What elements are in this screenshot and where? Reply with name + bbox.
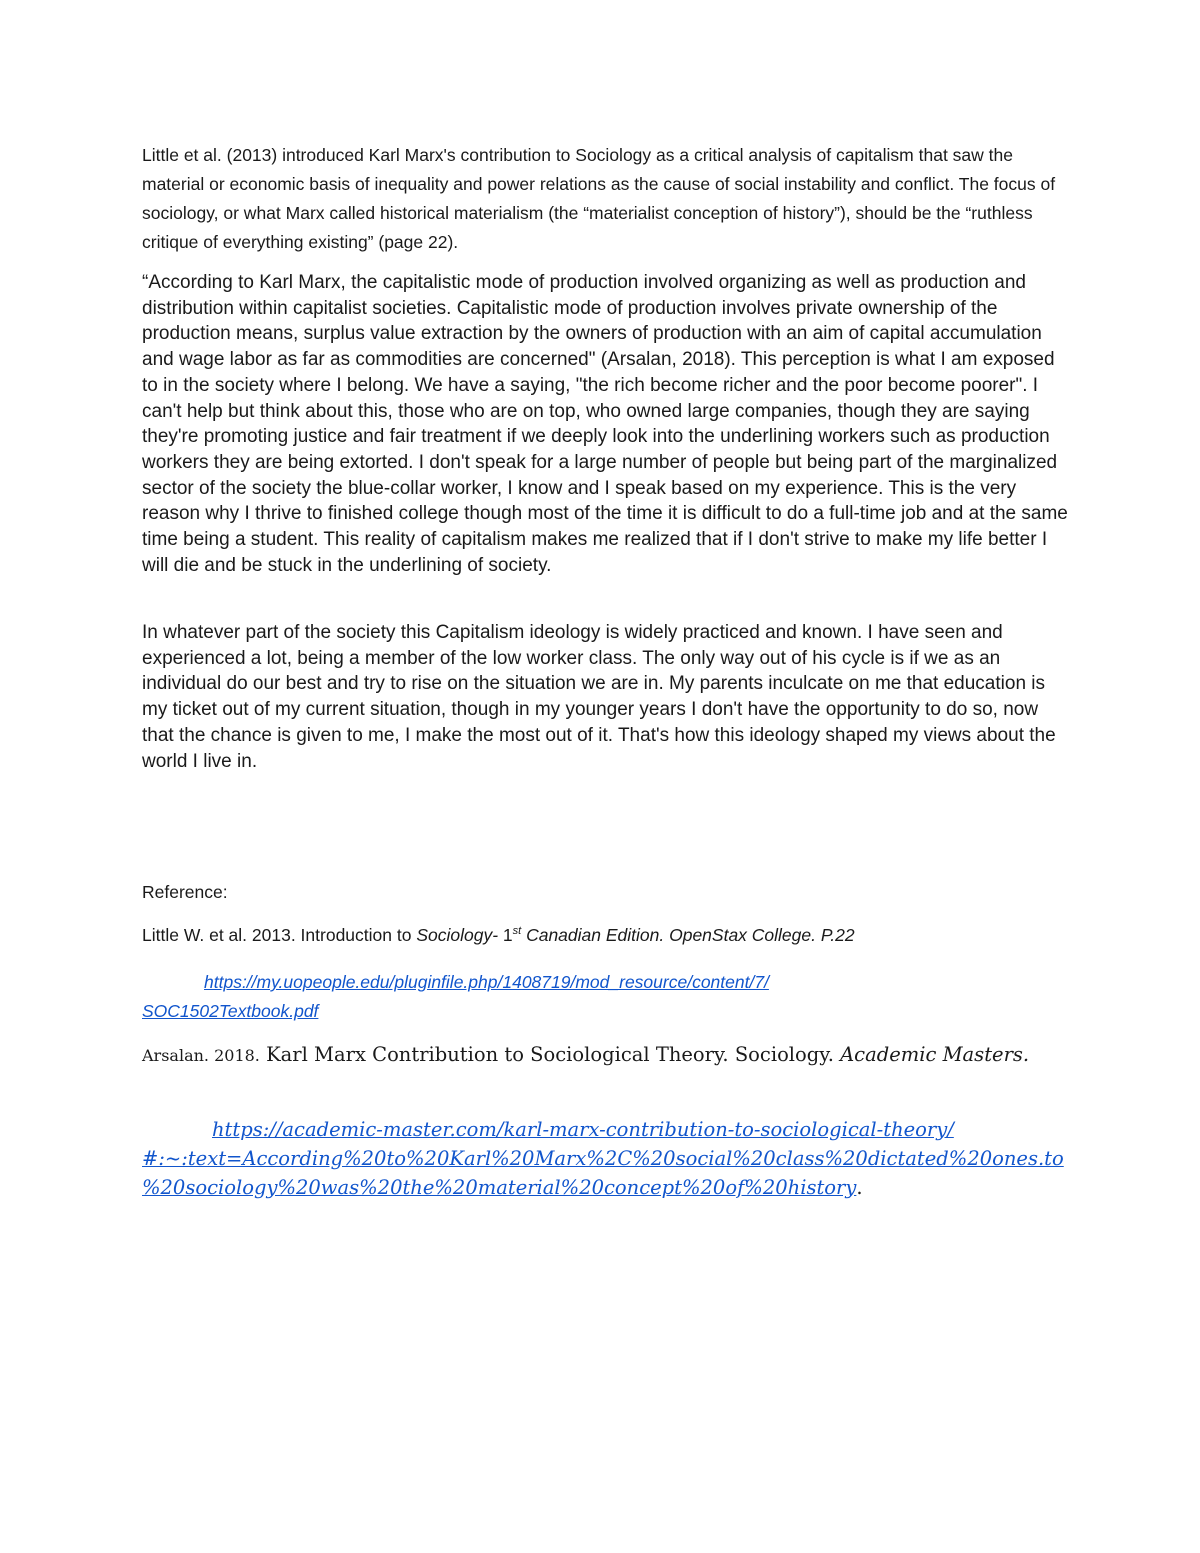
reference-heading: Reference:: [142, 882, 228, 902]
reference-arsalan-end: .: [1022, 1043, 1030, 1066]
paragraph-intro: Little et al. (2013) introduced Karl Marx's contribution to Sociology as a critical analysis of capitalism that saw the material or economic basis of inequality and power relations as the cause of social instability and conflict. The focus of sociology, or what Marx called historical materialism (the “materialist conception of history”), should be the “ruthless critique of everything existing” (page 22).: [142, 145, 1056, 252]
reference-arsalan-author: Arsalan. 2018.: [142, 1046, 260, 1065]
reference-little-title: Sociology-: [416, 925, 499, 945]
reference-little-publisher: Canadian Edition. OpenStax College. P.22: [521, 925, 855, 945]
paragraph-quote: “According to Karl Marx, the capitalistic mode of production involved organizing as well as production and distribution within capitalist societies. Capitalistic mode of production involves private ownership of the production means, surplus value extraction by the owners of production with an aim of capital accumulation and wage labor as far as commodities are concerned" (Arsalan, 2018). This perception is what I am exposed to in the society where I belong. We have a saying, "the rich become richer and the poor become poorer". I can't help but think about this, those who are on top, who owned large companies, though they are saying they're promoting justice and fair treatment if we deeply look into the underlining workers such as production workers they are being extorted. I don't speak for a large number of people but being part of the marginalized sector of the society the blue-collar worker, I know and I speak based on my experience. This is the very reason why I thrive to finished college though most of the time it is difficult to do a full-time job and at the same time being a student. This reality of capitalism makes me realized that if I don't strive to make my life better I will die and be stuck in the underlining of society.: [142, 272, 1068, 576]
reference-little-link-line1[interactable]: https://my.uopeople.edu/pluginfile.php/1408719/mod_resource/content/7/: [204, 972, 769, 992]
reference-little-prefix: Little W. et al. 2013. Introduction to: [142, 925, 417, 945]
reference-arsalan-title: Karl Marx Contribution to Sociological Theory. Sociology.: [259, 1043, 841, 1066]
reference-little: [142, 925, 1072, 946]
reference-arsalan-link-end: .: [856, 1176, 863, 1199]
reference-arsalan-link-line1[interactable]: https://academic-master.com/karl-marx-contribution-to-sociological-theory/: [212, 1118, 954, 1141]
reference-arsalan: [142, 1040, 1072, 1070]
reference-little-edition-number: 1: [498, 925, 513, 945]
reference-arsalan-link-line2[interactable]: #:~:text=According%20to%20Karl%20Marx%2C%20social%20class%20dictated%20ones.to: [142, 1147, 1064, 1170]
reference-arsalan-link[interactable]: [142, 1115, 1072, 1202]
reference-arsalan-publisher: Academic Masters: [840, 1043, 1023, 1066]
reference-little-edition-sup: st: [512, 925, 522, 938]
reference-arsalan-link-line3[interactable]: %20sociology%20was%20the%20material%20concept%20of%20history: [142, 1176, 857, 1199]
reference-little-link-line2[interactable]: SOC1502Textbook.pdf: [142, 1001, 319, 1021]
reference-little-link[interactable]: [142, 968, 1072, 1026]
paragraph-reflection: In whatever part of the society this Capitalism ideology is widely practiced and known. I have seen and experienced a lot, being a member of the low worker class. The only way out of his cycle is if we as an individual do our best and try to rise on the situation we are in. My parents inculcate on me that education is my ticket out of my current situation, though in my younger years I don't have the opportunity to do so, now that the chance is given to me, I make the most out of it. That's how this ideology shaped my views about the world I live in.: [142, 622, 1056, 772]
